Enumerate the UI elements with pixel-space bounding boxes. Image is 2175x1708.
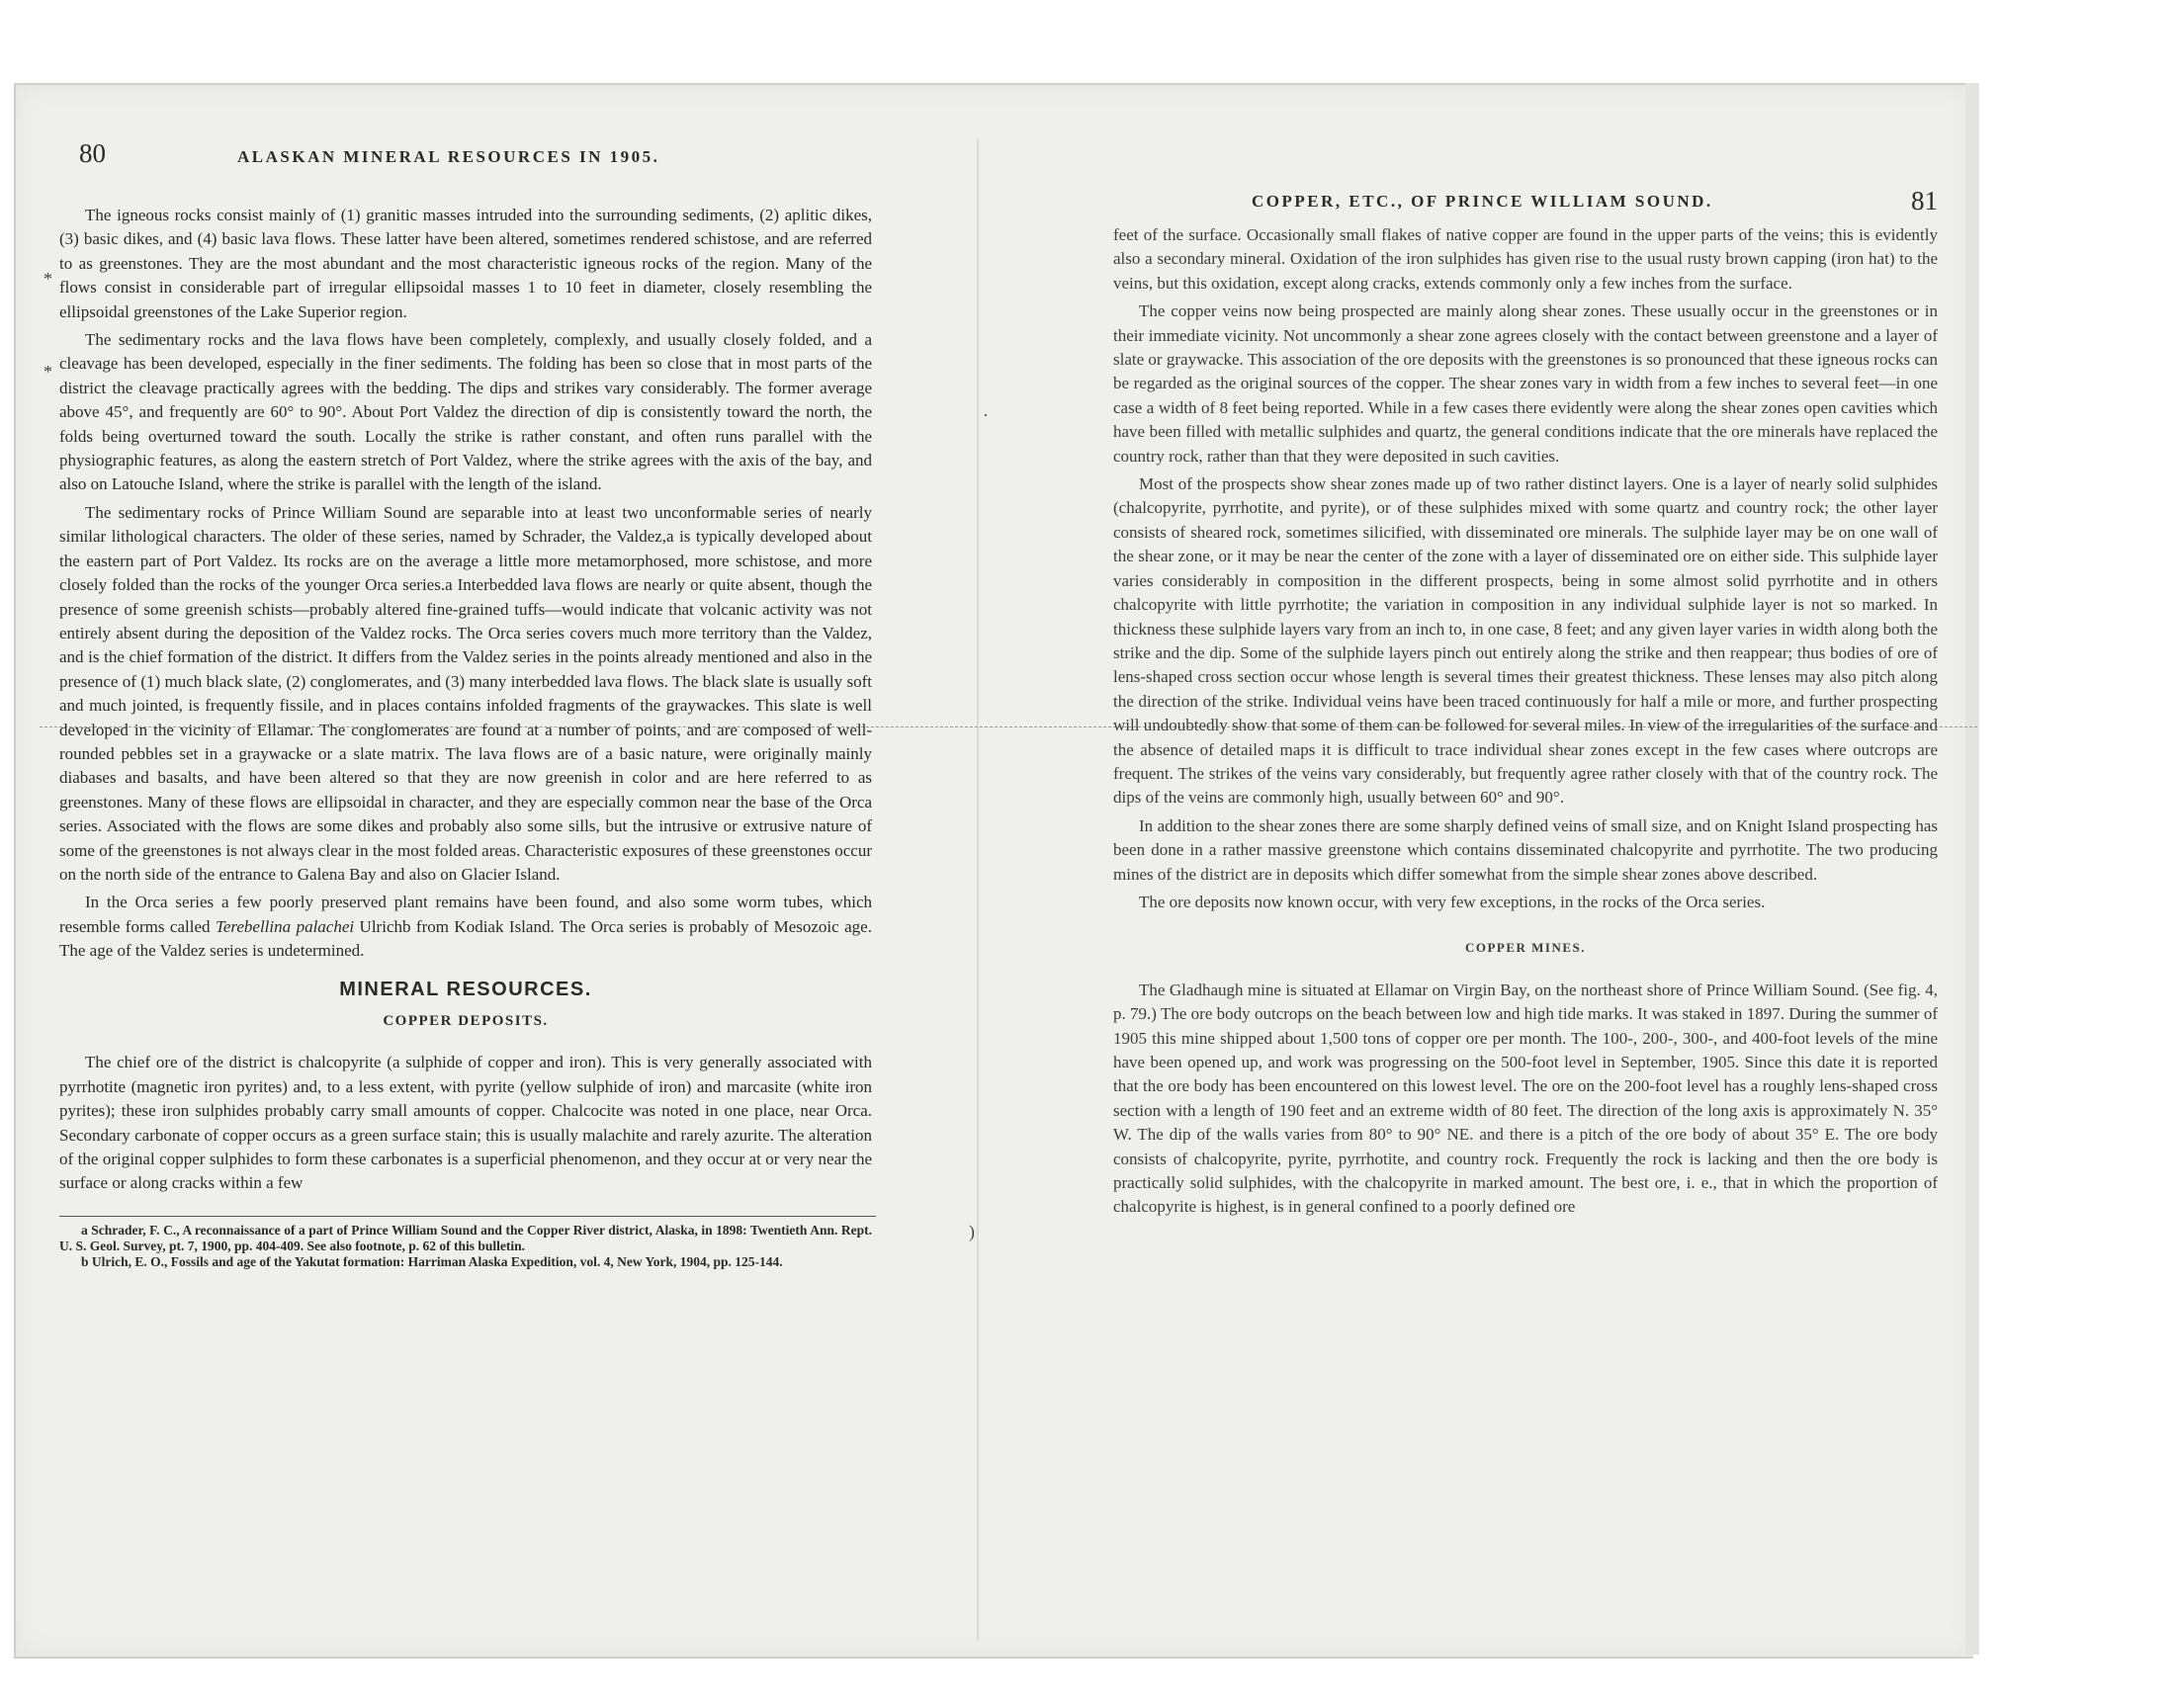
subsection-heading-copper-deposits: COPPER DEPOSITS. [383, 1013, 549, 1029]
scan-edge [1965, 83, 1979, 1655]
right-page-body [1113, 223, 1938, 1220]
left-page-number: 80 [79, 138, 106, 168]
right-running-head: COPPER, ETC., OF PRINCE WILLIAM SOUND. [1252, 192, 1713, 211]
species-name: Terebellina palachei [215, 916, 355, 936]
paragraph-orca-deposits: The ore deposits now known occur, with very few exceptions, in the rocks of the Orca series. [1139, 892, 1766, 911]
footnotes [59, 1223, 872, 1270]
paragraph-continued-surface: feet of the surface. Occasionally small flakes of native copper are found in the upper parts of the veins; this is evidently also a secondary mineral. Oxidation of the iron sulphides has given rise to the usual rusty brown capping (iron hat) to the veins, but this oxidation, except along cracks, extends commonly only a few inches from the surface. [1113, 225, 1938, 293]
paragraph-prospects: Most of the prospects show shear zones made up of two rather distinct layers. One is a layer of nearly solid sulphides (chalcopyrite, pyrrhotite, and pyrite), or of these sulphides mixed with some quartz and country rock; the other layer consists of sheared rock, sometimes silicified, with disseminated ore minerals. The sulphide layer may be on one wall of the shear zone, or it may be near the center of the zone with a layer of disseminated ore on either side. This sulphide layer varies considerably in composition in the different prospects, being in some almost solid pyrrhotite and in others chalcopyrite with little pyrrhotite; the variation in composition in any individual sulphide layer is not so marked. In thickness these sulphide layers vary from an inch to, in one case, 8 feet; and any given layer varies in width along both the strike and the dip. Some of the sulphide layers pinch out entirely along the strike and then reappear; thus bodies of ore of lens-shaped cross section occur whose length is several times their greatest thickness. These lenses may also pitch along the direction of the strike. Individual veins have been traced continuously for half a mile or more, and further prospecting will undoubtedly show that some of them can be followed for several miles. In view of the irregularities of the surface and the absence of detailed maps it is difficult to trace individual shear zones except in the few cases where outcrops are frequent. The strikes of the veins vary considerably, but frequently agree rather closely with that of the country rock. The dips of the veins are commonly high, usually between 60° and 90°. [1113, 474, 1938, 808]
paragraph-gladhaugh-mine: The Gladhaugh mine is situated at Ellamar on Virgin Bay, on the northeast shore of Prince William Sound. (See fig. 4, p. 79.) The ore body outcrops on the beach between low and high tide marks. It was staked in 1897. During the summer of 1905 this mine shipped about 1,500 tons of copper ore per month. The 100-, 200-, 300-, and 400-foot levels of the mine have been opened up, and work was progressing on the 500-foot level in September, 1905. Since this date it is reported that the ore body has been encountered on this lowest level. The ore on the 200-foot level has a roughly lens-shaped cross section with a length of 190 feet and an extreme width of 80 feet. The direction of the long axis is approximately N. 35° W. The dip of the walls varies from 80° to 90° NE. and there is a pitch of the ore body of about 35° E. The ore body consists of chalcopyrite, pyrite, pyrrhotite, and country rock. Frequently the rock is lacking and then the ore body is practically solid sulphides, with the chalcopyrite in marked amount. The best ore, i. e., that in which the proportion of chalcopyrite is highest, is in general confined to a poorly defined ore [1113, 980, 1938, 1217]
page-gutter [977, 138, 979, 1641]
orca-text-after: Ulrichb from Kodiak Island. The Orca series is probably of Mesozoic age. The age of the Valdez series is undetermined. [59, 916, 872, 961]
paragraph-sedimentary-series: The sedimentary rocks of Prince William Sound are separable into at least two unconformable series of nearly similar lithological characters. The older of these series, named by Schrader, the Valdez,a is typically developed about the eastern part of Port Valdez. Its rocks are on the average a little more metamorphosed, more schistose, and more closely folded than the rocks of the younger Orca series.a Interbedded lava flows are nearly or quite absent, though the presence of some greenish schists—probably altered fine-grained tuffs—would indicate that volcanic activity was not entirely absent during the deposition of the Valdez rocks. The Orca series covers much more territory than the Valdez, and is the chief formation of the district. It differs from the Valdez series in the points already mentioned and also in the presence of (1) much black slate, (2) conglomerates, and (3) many interbedded lava flows. The black slate is usually soft and much jointed, is frequently fissile, and in places contains infolded fragments of the graywackes. This slate is well developed in the vicinity of Ellamar. The conglomerates are found at a number of points, and are composed of well-rounded pebbles set in a graywacke or a slate matrix. The lava flows are of a basic nature, were originally mainly diabases and basalts, and have been altered so that they are now greenish in color and are here referred to as greenstones. Many of these flows are ellipsoidal in character, and they are especially common near the base of the Orca series. Associated with the flows are some dikes and probably also some sills, but the intrusive or extrusive nature of some of the greenstones is not always clear in the most folded areas. Characteristic exposures of these greenstones occur on the north side of the entrance to Galena Bay and also on Glacier Island. [59, 502, 872, 884]
right-page [1113, 138, 1938, 1224]
left-page-header [59, 138, 872, 182]
gutter-mark: ) [969, 1222, 975, 1241]
paragraph-igneous-rocks: The igneous rocks consist mainly of (1) granitic masses intruded into the surrounding sediments, (2) aplitic dikes, (3) basic dikes, and (4) basic lava flows. These latter have been altered, sometimes rendered schistose, and are referred to as greenstones. They are the most abundant and the most characteristic igneous rocks of the region. Many of the flows consist in considerable part of irregular ellipsoidal masses 1 to 10 feet in diameter, closely resembling the ellipsoidal greenstones of the Lake Superior region. [59, 206, 872, 321]
paragraph-chief-ore: The chief ore of the district is chalcopyrite (a sulphide of copper and iron). This is very generally associated with pyrrhotite (magnetic iron pyrites) and, to a less extent, with pyrite (yellow sulphide of iron) and marcasite (white iron pyrites); these iron sulphides probably carry small amounts of copper. Chalcocite was noted in one place, near Orca. Secondary carbonate of copper occurs as a green surface stain; this is usually malachite and rarely azurite. The alteration of the original copper sulphides to form these carbonates is a superficial phenomenon, and they occur at or very near the surface or along cracks within a few [59, 1053, 872, 1193]
left-page-body [59, 204, 872, 1196]
subsection-heading-copper-mines: COPPER MINES. [1464, 940, 1587, 956]
right-page-header [1113, 138, 1938, 215]
footnote-rule [59, 1216, 876, 1217]
footnote-a: a Schrader, F. C., A reconnaissance of a part of Prince William Sound and the Copper River district, Alaska, in 1898: Twentieth Ann. Rept. U. S. Geol. Survey, pt. 7, 1900, pp. 404-409. See also footnote, p. 62 of this bulletin. [59, 1222, 872, 1253]
orca-text-before: In the Orca series a few poorly preserved plant remains have been found, and also some worm tubes, which resemble forms called [59, 893, 872, 936]
gutter-mark: · [983, 405, 989, 425]
left-page [59, 138, 872, 1270]
paragraph-knight-island: In addition to the shear zones there are some sharply defined veins of small size, and on Knight Island prospecting has been done in a rather massive greenstone which contains disseminated chalcopyrite and pyrrhotite. The two producing mines of the district are in deposits which differ somewhat from the simple shear zones above described. [1113, 815, 1938, 884]
paragraph-orca-fossils [59, 891, 872, 963]
section-heading-mineral-resources: MINERAL RESOURCES. [339, 978, 592, 1000]
left-running-head: ALASKAN MINERAL RESOURCES IN 1905. [237, 147, 660, 166]
paragraph-folding: The sedimentary rocks and the lava flows have been completely, complexly, and usually closely folded, and a cleavage has been developed, especially in the finer sediments. The folding has been so close that in most parts of the district the cleavage practically agrees with the bedding. The dips and strikes vary considerably. The former average above 45°, and frequently are 60° to 90°. About Port Valdez the direction of dip is consistently toward the north, the folds being overturned toward the south. Locally the strike is rather constant, and often runs parallel with the physiographic features, as along the eastern stretch of Port Valdez, where the strike agrees with the axis of the bay, and also on Latouche Island, where the strike is parallel with the length of the island. [59, 330, 872, 494]
paragraph-shear-zones: The copper veins now being prospected are mainly along shear zones. These usually occur in the greenstones or in their immediate vicinity. Not uncommonly a shear zone agrees closely with the contact between greenstone and a layer of slate or graywacke. This association of the ore deposits with the greenstones is so pronounced that these igneous rocks can be regarded as the original sources of the copper. The shear zones vary in width from a few inches to several feet—in one case a width of 8 feet being reported. While in a few cases there evidently were along the shear zones open cavities which have been filled with metallic sulphides and quartz, the general conditions indicate that the ore minerals have replaced the country rock, rather than that they were deposited in such cavities. [1113, 301, 1938, 466]
margin-mark: * [44, 269, 52, 289]
footnote-b: b Ulrich, E. O., Fossils and age of the Yakutat formation: Harriman Alaska Expedition, vol. 4, New York, 1904, pp. 125-144. [81, 1253, 783, 1269]
margin-mark: * [44, 362, 52, 382]
right-page-number: 81 [1911, 186, 1938, 215]
